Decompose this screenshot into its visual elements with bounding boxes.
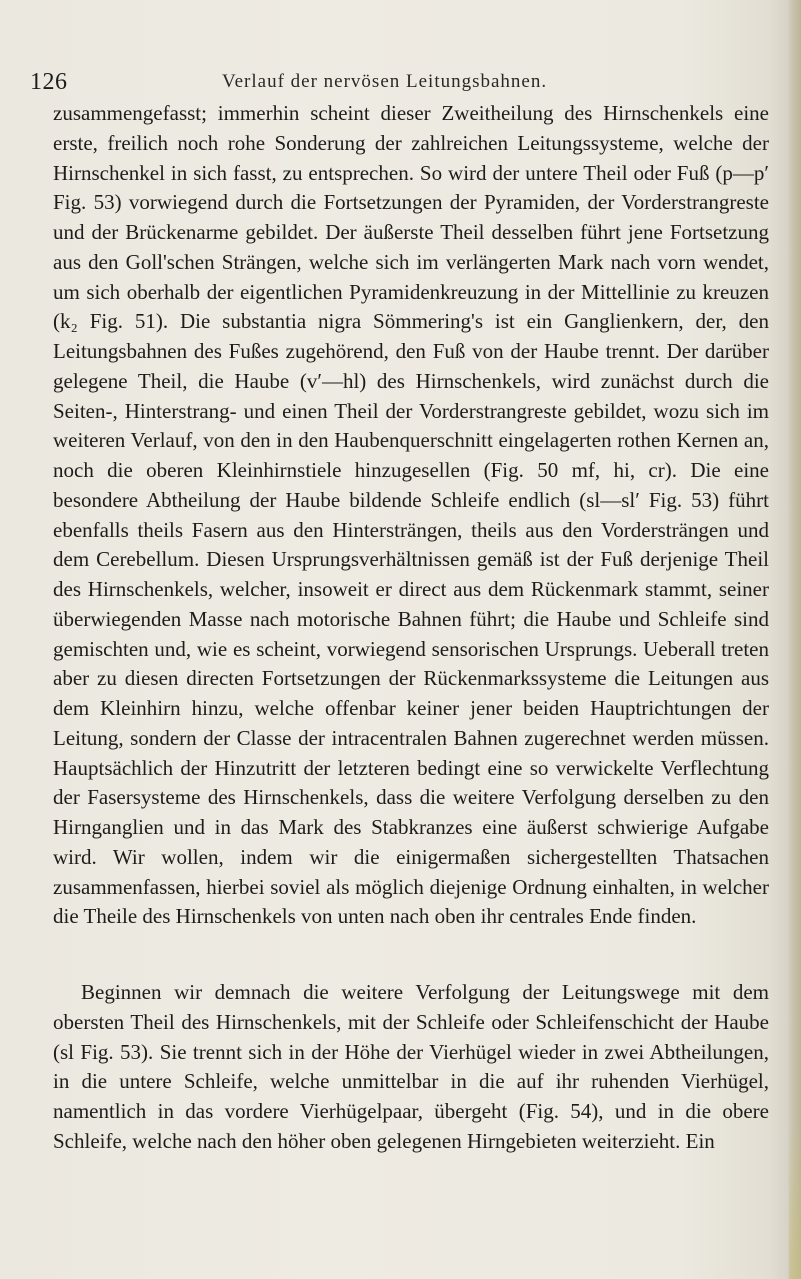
page-header xyxy=(0,68,801,96)
page-edge-stain xyxy=(789,1120,801,1279)
body-text xyxy=(53,99,769,1157)
page-number: 126 xyxy=(30,69,68,95)
paragraph-2: Beginnen wir demnach die weitere Verfolgung der Leitungswege mit dem obersten Theil des Hirnschenkels, mit der Schleife oder Schleifenschicht der Haube (sl Fig. 53). Sie trennt sich in der Höhe der Vierhügel wieder in zwei Abtheilungen, in die untere Schleife, welche unmittelbar in die auf ihr ruhenden Vierhügel, namentlich in das vordere Vierhügelpaar, übergeht (Fig. 54), und in die obere Schleife, welche nach den höher oben gelegenen Hirngebieten weiterzieht. Ein xyxy=(53,980,769,1153)
page-edge xyxy=(787,0,801,1279)
running-head: Verlauf der nervösen Leitungsbahnen. xyxy=(222,71,548,92)
paragraph-1: zusammengefasst; immerhin scheint dieser Zweitheilung des Hirnschenkels eine erste, freilich noch rohe Sonderung der zahlreichen Leitungssysteme, welche der Hirnschenkel in sich fasst, zu entsprechen. So wird der untere Theil oder Fuß (p—p′ Fig. 53) vorwiegend durch die Fortsetzungen der Pyramiden, der Vorderstrangreste und der Brückenarme gebildet. Der äußerste Theil desselben führt jene Fortsetzung aus den Goll'schen Strängen, welche sich im verlängerten Mark nach vorn wendet, um sich oberhalb der eigentlichen Pyramidenkreuzung in der Mittellinie zu kreuzen (k₂ Fig. 51). Die substantia nigra Sömmering's ist ein Ganglienkern, der, den Leitungsbahnen des Fußes zugehörend, den Fuß von der Haube trennt. Der darüber gelegene Theil, die Haube (v′—hl) des Hirnschenkels, wird zunächst durch die Seiten-, Hinterstrang- und einen Theil der Vorderstrangreste gebildet, wozu sich im weiteren Verlauf, von den in den Haubenquerschnitt eingelagerten rothen Kernen an, noch die oberen Kleinhirnstiele hinzugesellen (Fig. 50 mf, hi, cr). Die eine besondere Abtheilung der Haube bildende Schleife endlich (sl—sl′ Fig. 53) führt ebenfalls theils Fasern aus den Hintersträngen, theils aus den Vordersträngen und dem Cerebellum. Diesen Ursprungsverhältnissen gemäß ist der Fuß derjenige Theil des Hirnschenkels, welcher, insoweit er direct aus dem Rückenmark stammt, seiner überwiegenden Masse nach motorische Bahnen führt; die Haube und Schleife sind gemischten und, wie es scheint, vorwiegend sensorischen Ursprungs. Ueberall treten aber zu diesen directen Fortsetzungen der Rückenmarkssysteme die Leitungen aus dem Kleinhirn hinzu, welche offenbar keiner jener beiden Hauptrichtungen der Leitung, sondern der Classe der intracentralen Bahnen zugerechnet werden müssen. Hauptsächlich der Hinzutritt der letzteren bedingt eine so verwickelte Verflechtung der Fasersysteme des Hirnschenkels, dass die weitere Verfolgung derselben zu den Hirnganglien und in das Mark des Stabkranzes eine äußerst schwierige Aufgabe wird. Wir wollen, indem wir die einigermaßen sichergestellten Thatsachen zusammenfassen, hierbei soviel als möglich diejenige Ordnung einhalten, in welcher die Theile des Hirnschenkels von unten nach oben ihr centrales Ende finden. xyxy=(53,101,769,929)
